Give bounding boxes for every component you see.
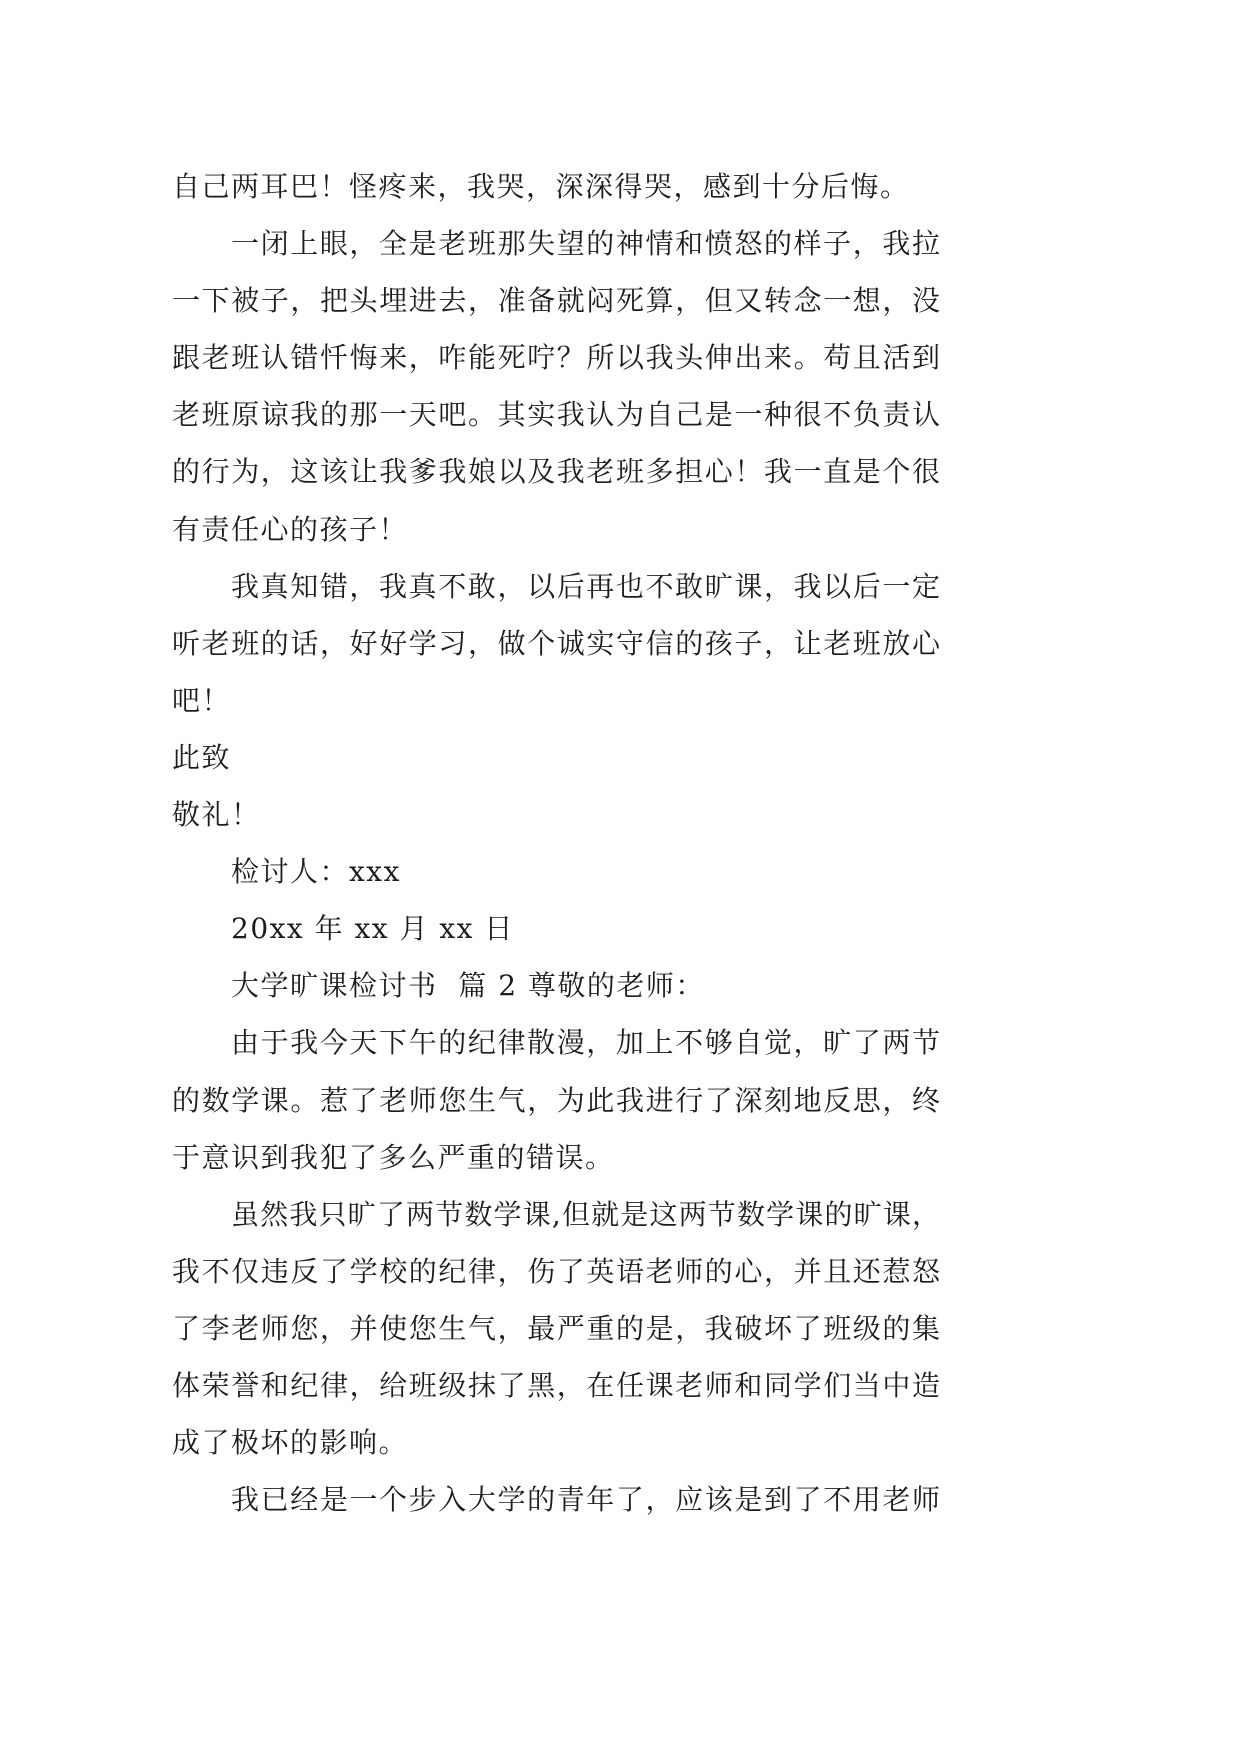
text-line: 的行为，这该让我爹我娘以及我老班多担心！我一直是个很 [172, 455, 940, 489]
date-line: 20xx 年 xx 月 xx 日 [231, 912, 514, 946]
text-line: 老班原谅我的那一天吧。其实我认为自己是一种很不负责认 [172, 398, 940, 432]
text-line: 吧！ [172, 683, 232, 717]
text-line: 虽然我只旷了两节数学课,但就是这两节数学课的旷课， [231, 1197, 940, 1231]
document-body [172, 158, 940, 1528]
text-line: 我真知错，我真不敢，以后再也不敢旷课，我以后一定 [231, 569, 940, 603]
signer-line: 检讨人：xxx [231, 855, 401, 889]
section-heading: 大学旷课检讨书 篇 2 尊敬的老师： [231, 969, 705, 1003]
text-line: 听老班的话，好好学习，做个诚实守信的孩子，让老班放心 [172, 626, 940, 660]
letter-paragraph [172, 1471, 940, 1528]
text-line: 成了极坏的影响。 [172, 1426, 409, 1460]
letter-paragraph [172, 158, 940, 215]
text-line: 我已经是一个步入大学的青年了，应该是到了不用老师 [231, 1483, 940, 1517]
letter-paragraph [172, 1014, 940, 1185]
closing-line: 此致 [172, 740, 232, 774]
text-line: 了李老师您，并使您生气，最严重的是，我破坏了班级的集 [172, 1311, 940, 1345]
text-line: 一闭上眼，全是老班那失望的神情和愤怒的样子，我拉 [231, 227, 940, 261]
letter-paragraph [172, 558, 940, 729]
text-line: 一下被子，把头埋进去，准备就闷死算，但又转念一想，没 [172, 284, 940, 318]
letter-paragraph [172, 215, 940, 558]
text-line: 我不仅违反了学校的纪律，伤了英语老师的心，并且还惹怒 [172, 1254, 940, 1288]
text-line: 有责任心的孩子！ [172, 512, 409, 546]
text-line: 于意识到我犯了多么严重的错误。 [172, 1140, 615, 1174]
text-line: 体荣誉和纪律，给班级抹了黑，在任课老师和同学们当中造 [172, 1368, 940, 1402]
text-line: 自己两耳巴！怪疼来，我哭，深深得哭，感到十分后悔。 [172, 170, 910, 203]
text-line: 的数学课。惹了老师您生气，为此我进行了深刻地反思，终 [172, 1083, 940, 1117]
letter-paragraph [172, 1186, 940, 1471]
text-line: 跟老班认错忏悔来，咋能死咛？所以我头伸出来。苟且活到 [172, 341, 940, 375]
text-line: 由于我今天下午的纪律散漫，加上不够自觉，旷了两节 [231, 1026, 940, 1060]
salutation-line: 敬礼！ [172, 798, 261, 832]
